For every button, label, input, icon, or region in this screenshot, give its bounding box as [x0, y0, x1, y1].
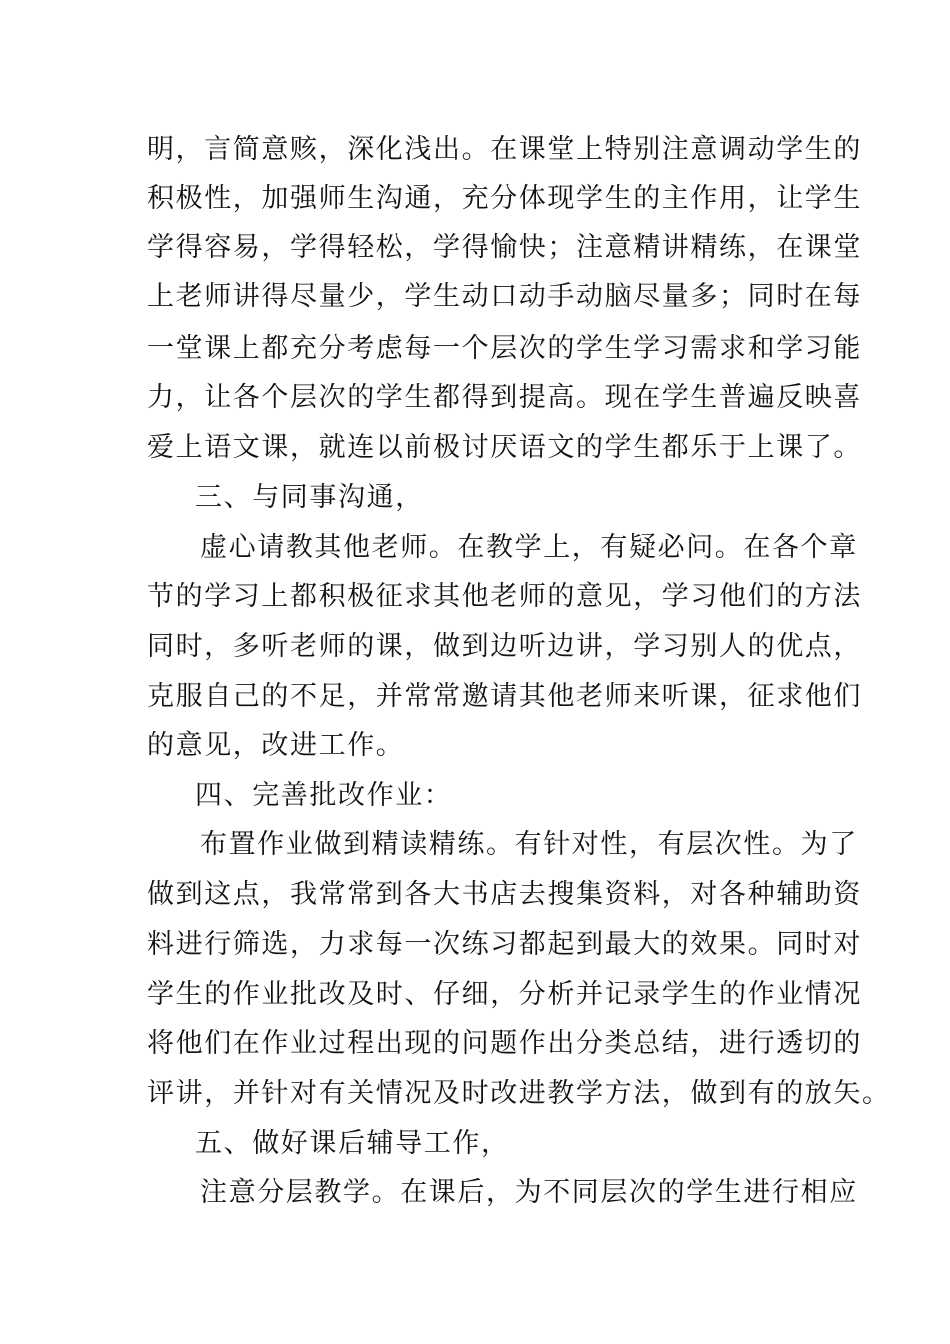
- paragraph-line: 明，言简意赅，深化浅出。在课堂上特别注意调动学生的: [147, 134, 862, 165]
- paragraph-line: 布置作业做到精读精练。有针对性，有层次性。为了: [200, 829, 858, 860]
- paragraph-line: 评讲，并针对有关情况及时改进教学方法，做到有的放矢。: [147, 1078, 891, 1109]
- paragraph-line: 同时，多听老师的课，做到边听边讲，学习别人的优点，: [147, 631, 862, 662]
- section-heading: 五、做好课后辅导工作，: [195, 1128, 510, 1159]
- paragraph-line: 克服自己的不足，并常常邀请其他老师来听课，征求他们: [147, 681, 862, 712]
- paragraph-line: 学得容易，学得轻松，学得愉快；注意精讲精练，在课堂: [147, 232, 862, 263]
- paragraph-line: 一堂课上都充分考虑每一个层次的学生学习需求和学习能: [147, 333, 862, 364]
- paragraph-line: 虚心请教其他老师。在教学上，有疑必问。在各个章: [200, 532, 858, 563]
- section-heading: 四、完善批改作业：: [195, 780, 453, 811]
- paragraph-line: 上老师讲得尽量少，学生动口动手动脑尽量多；同时在每: [147, 281, 862, 312]
- paragraph-line: 的意见，改进工作。: [147, 730, 405, 761]
- paragraph-line: 将他们在作业过程出现的问题作出分类总结，进行透切的: [147, 1028, 862, 1059]
- section-heading: 三、与同事沟通，: [195, 482, 424, 513]
- paragraph-line: 积极性，加强师生沟通，充分体现学生的主作用，让学生: [147, 183, 862, 214]
- paragraph-line: 做到这点，我常常到各大书店去搜集资料，对各种辅助资: [147, 879, 862, 910]
- paragraph-line: 爱上语文课，就连以前极讨厌语文的学生都乐于上课了。: [147, 432, 862, 463]
- paragraph-line: 节的学习上都积极征求其他老师的意见，学习他们的方法: [147, 581, 862, 612]
- paragraph-line: 注意分层教学。在课后，为不同层次的学生进行相应: [200, 1177, 858, 1208]
- paragraph-line: 料进行筛选，力求每一次练习都起到最大的效果。同时对: [147, 929, 862, 960]
- paragraph-line: 学生的作业批改及时、仔细，分析并记录学生的作业情况: [147, 979, 862, 1010]
- paragraph-line: 力，让各个层次的学生都得到提高。现在学生普遍反映喜: [147, 382, 862, 413]
